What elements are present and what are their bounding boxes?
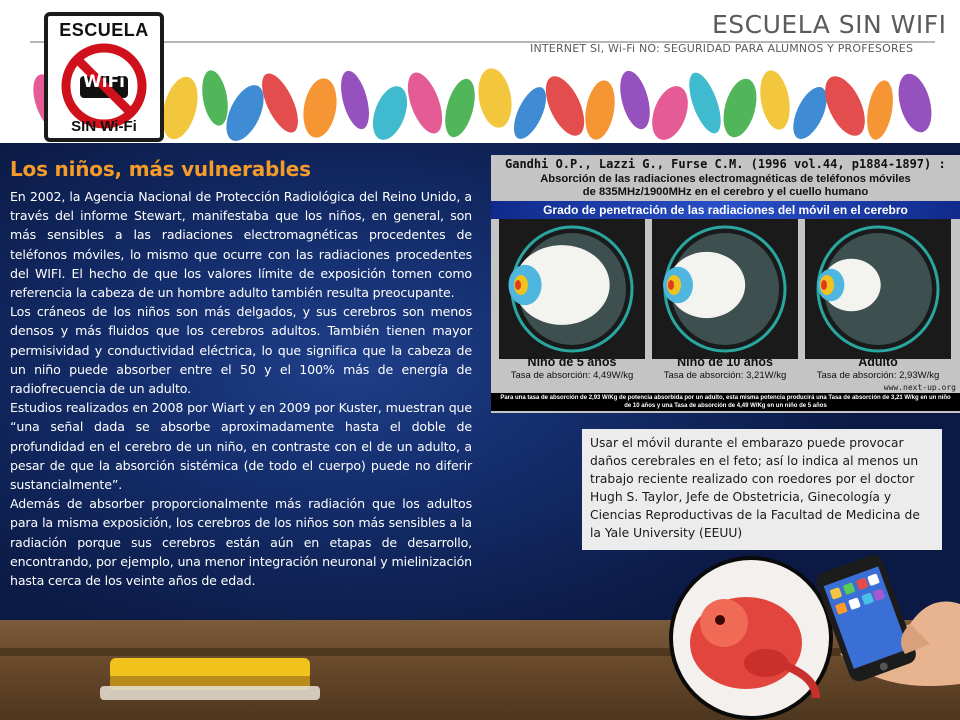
article-title: Los niños, más vulnerables (10, 157, 311, 181)
pregnancy-callout (582, 429, 942, 550)
panel-caption (652, 355, 798, 381)
eraser-image (90, 652, 340, 704)
school-logo (44, 12, 164, 142)
panel-label: Niño de 5 años (527, 355, 617, 369)
figure-citation: Gandhi O.P., Lazzi G., Furse C.M. (1996 vol.44, p1884-1897) : (505, 157, 946, 171)
panel-absorption-rate: Tasa de absorción: 4,49W/kg (510, 370, 634, 381)
figure-heading (491, 173, 960, 199)
panel-absorption-rate: Tasa de absorción: 2,93W/kg (816, 370, 940, 381)
phone-in-hand-image (800, 544, 960, 694)
panel-absorption-rate: Tasa de absorción: 3,21W/kg (663, 370, 787, 381)
page-header (0, 0, 960, 143)
article-paragraph: En 2002, la Agencia Nacional de Protección Radiológica del Reino Unido, a través del informe Stewart, manifestaba que los niños, en general, son más sensibles a las radiaciones electromagnéticas procedentes de teléfonos móviles, lo mismo que ocurre con las radiaciones procedentes del WIFI. El hecho de que los valores límite de exposición tomen como referencia la cabeza de un hombre adulto también resulta preocupante. (10, 189, 472, 301)
article-paragraph: Además de absorber proporcionalmente más radiación que los adultos para la misma exposición, los cerebros de los niños son más sensibles a la radiación porque sus cerebros están aún en etapas de desarrollo, encontrando, por ejemplo, una menor integración neuronal y mielinización hasta cerca de los veinte años de edad. (10, 496, 472, 589)
panel-caption (805, 355, 951, 381)
brain-scan-panel (499, 219, 645, 359)
logo-sign-text: WiFi (82, 72, 126, 92)
article-paragraph: Los cráneos de los niños son más delgados, y sus cerebros son menos densos y más fluidos que los cerebros adultos. También tienen mayor permisividad y conductividad eléctrica, lo que significa que la cabeza de un niño puede absorber entre el 50 y el 100% más de energía de radiofrecuencia de un adulto. (10, 304, 472, 397)
figure-footnote: Para una tasa de absorción de 2,93 W/Kg de potencia absorbida por un adulto, esta misma potencia producirá una Tasa de absorción de 3,21 W/kg en un niño de 10 años y una Tasa de absorción de 4,49 W/Kg en un niño de 5 años (491, 393, 960, 411)
logo-top-text: ESCUELA (59, 20, 149, 40)
radiation-peak-zone (821, 280, 827, 290)
site-subtitle: INTERNET SI, Wi-Fi NO: SEGURIDAD PARA ALUMNOS Y PROFESORES (530, 42, 914, 55)
article (10, 157, 472, 590)
figure-banner: Grado de penetración de las radiaciones del móvil en el cerebro (491, 201, 960, 219)
absorption-study-figure (491, 155, 960, 413)
figure-source-url: www.next-up.org (883, 383, 956, 392)
figure-heading-line-1: Absorción de las radiaciones electromagnéticas de teléfonos móviles (540, 173, 911, 185)
brain-scan-panel (652, 219, 798, 359)
callout-text: Usar el móvil durante el embarazo puede provocar daños cerebrales en el feto; así lo indica al menos un trabajo reciente realizado con roedores por el doctor Hugh S. Taylor, Jefe de Obstetricia, Ginecología y Ciencias Reproductivas de la Facultad de Medicina de la Yale University (EEUU) (590, 436, 920, 540)
panel-label: Niño de 10 años (677, 355, 773, 369)
radiation-peak-zone (515, 280, 521, 290)
logo-bottom-text: SIN Wi-Fi (71, 118, 137, 135)
panel-caption (499, 355, 645, 381)
article-paragraph: Estudios realizados en 2008 por Wiart y en 2009 por Kuster, muestran que “una señal dada se absorbe aproximadamente hasta el doble de profundidad en el cerebro de un niño, en contraste con el de un adulto, a pesar de que la absorción sistémica (de todo el cuerpo) puede no diferir sustancialmente”. (10, 400, 472, 493)
radiation-peak-zone (668, 280, 674, 290)
painted-hands-banner (30, 58, 935, 143)
figure-heading-line-2: de 835MHz/1900MHz en el cerebro y el cuello humano (582, 186, 869, 198)
brain-scan-panel (805, 219, 951, 359)
panel-label: Adulto (858, 355, 898, 369)
site-title: ESCUELA SIN WIFI (712, 10, 947, 39)
